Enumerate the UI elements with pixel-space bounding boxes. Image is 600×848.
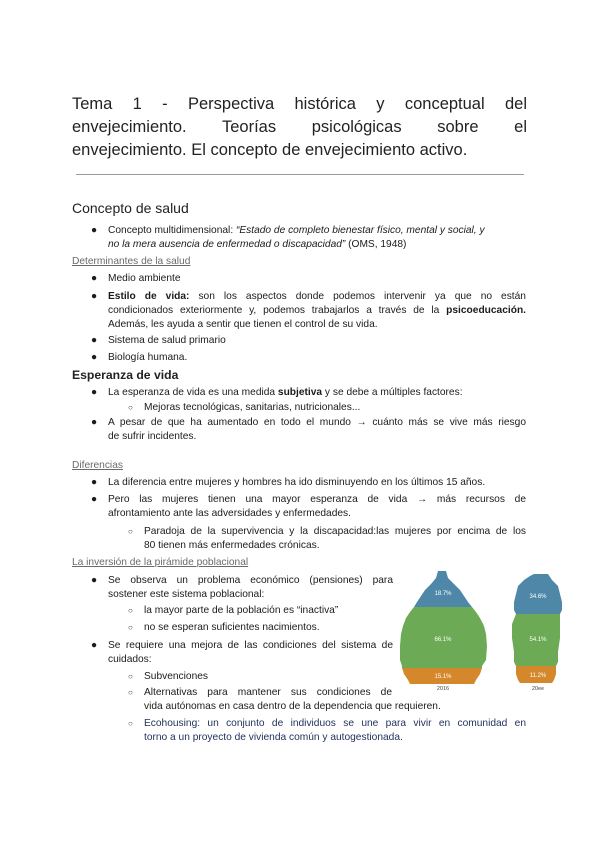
list-item-biologia: ● Biología humana.	[91, 352, 188, 363]
bullet-icon: ●	[91, 417, 98, 428]
subheading-determinantes: Determinantes de la salud	[72, 256, 191, 267]
sublist-item-paradoja: ○ Paradoja de la supervivencia y la discapacidad:las mujeres por encima de los 80 tienen más enfermedades crónicas.	[128, 526, 526, 551]
bullet-icon: ●	[91, 575, 98, 586]
label-b-top: 34.6%	[529, 594, 547, 600]
heading-concepto-salud: Concepto de salud	[72, 200, 189, 216]
label-b-mid: 54.1%	[529, 637, 547, 643]
list-item-sistema: ● Sistema de salud primario	[91, 335, 226, 346]
bullet-icon: ●	[91, 640, 98, 651]
label-b-bot: 11.2%	[529, 673, 547, 679]
title-divider	[76, 174, 524, 175]
circle-bullet-icon: ○	[128, 672, 133, 681]
document-title	[72, 93, 527, 162]
title-line-3: envejecimiento. El concepto de envejecimiento activo.	[72, 141, 468, 159]
heading-esperanza: Esperanza de vida	[72, 368, 179, 382]
circle-bullet-icon: ○	[128, 606, 133, 615]
bullet-icon: ●	[91, 335, 98, 346]
sublist-item-ecohousing: ○ Ecohousing: un conjunto de individuos se une para vivir en comunidad en torno a un proyecto de vivienda común y autogestionada.	[128, 718, 526, 743]
pyramid-a-top	[414, 571, 472, 607]
circle-bullet-icon: ○	[128, 688, 133, 697]
bullet-icon: ●	[91, 494, 98, 505]
label-a-mid: 66.1%	[434, 637, 452, 643]
bullet-icon: ●	[91, 273, 98, 284]
sublist-item-inactiva: ○ la mayor parte de la población es “inactiva”	[128, 605, 339, 616]
list-item-subjetiva: ● La esperanza de vida es una medida subjetiva y se debe a múltiples factores:	[91, 387, 463, 398]
sublist-item-nacimientos: ○ no se esperan suficientes nacimientos.	[128, 622, 320, 633]
sublist-item-alternativas: ○ Alternativas para mantener sus condiciones de vida autónomas en casa dentro de la dependencia que requieren.	[128, 687, 441, 712]
bullet-icon: ●	[91, 387, 98, 398]
label-year-a: 2016	[436, 686, 450, 692]
subheading-diferencias: Diferencias	[72, 460, 123, 471]
subheading-piramide: La inversión de la pirámide poblacional	[72, 557, 249, 568]
list-item-medio: ● Medio ambiente	[91, 273, 181, 284]
population-pyramid-chart	[398, 568, 578, 692]
bullet-icon: ●	[91, 352, 98, 363]
label-a-bot: 15.1%	[434, 674, 452, 680]
sublist-item-subvenciones: ○ Subvenciones	[128, 671, 209, 682]
list-item-cuidados: ● Se requiere una mejora de las condiciones del sistema de cuidados:	[91, 640, 393, 665]
list-item-problema: ● Se observa un problema económico (pensiones) para sostener este sistema poblacional:	[91, 575, 393, 600]
list-item-mujeres: ● Pero las mujeres tienen una mayor esperanza de vida → más recursos de afrontamiento ante las adversidades y enfermedades.	[91, 494, 526, 519]
list-item-concepto: ● Concepto multidimensional: “Estado de completo bienestar físico, mental y social, y no la mera ausencia de enfermedad o discapacidad” (OMS, 1948)	[91, 225, 485, 250]
circle-bullet-icon: ○	[128, 719, 133, 728]
title-line-1: Tema 1 - Perspectiva histórica y conceptual del	[72, 95, 527, 113]
bullet-icon: ●	[91, 225, 98, 236]
title-line-2: envejecimiento. Teorías psicológicas sobre el	[72, 118, 527, 136]
bullet-icon: ●	[91, 477, 98, 488]
circle-bullet-icon: ○	[128, 623, 133, 632]
bullet-icon: ●	[91, 291, 98, 302]
list-item-diferencia: ● La diferencia entre mujeres y hombres ha ido disminuyendo en los últimos 15 años.	[91, 477, 486, 488]
circle-bullet-icon: ○	[128, 527, 133, 536]
list-item-riesgo: ● A pesar de que ha aumentado en todo el mundo → cuánto más se vive más riesgo de sufrir incidentes.	[91, 417, 526, 442]
list-item-estilo: ● Estilo de vida: son los aspectos donde podemos intervenir ya que no están condicionados exteriormente y, podemos trabajarlos a través de la psicoeducación. Además, les ayuda a sentir que tienen el control de su vida.	[91, 291, 526, 330]
label-year-b: 20ee	[531, 686, 545, 692]
label-a-top: 18.7%	[434, 591, 452, 597]
circle-bullet-icon: ○	[128, 403, 133, 412]
sublist-item-mejoras: ○ Mejoras tecnológicas, sanitarias, nutricionales...	[128, 402, 361, 413]
